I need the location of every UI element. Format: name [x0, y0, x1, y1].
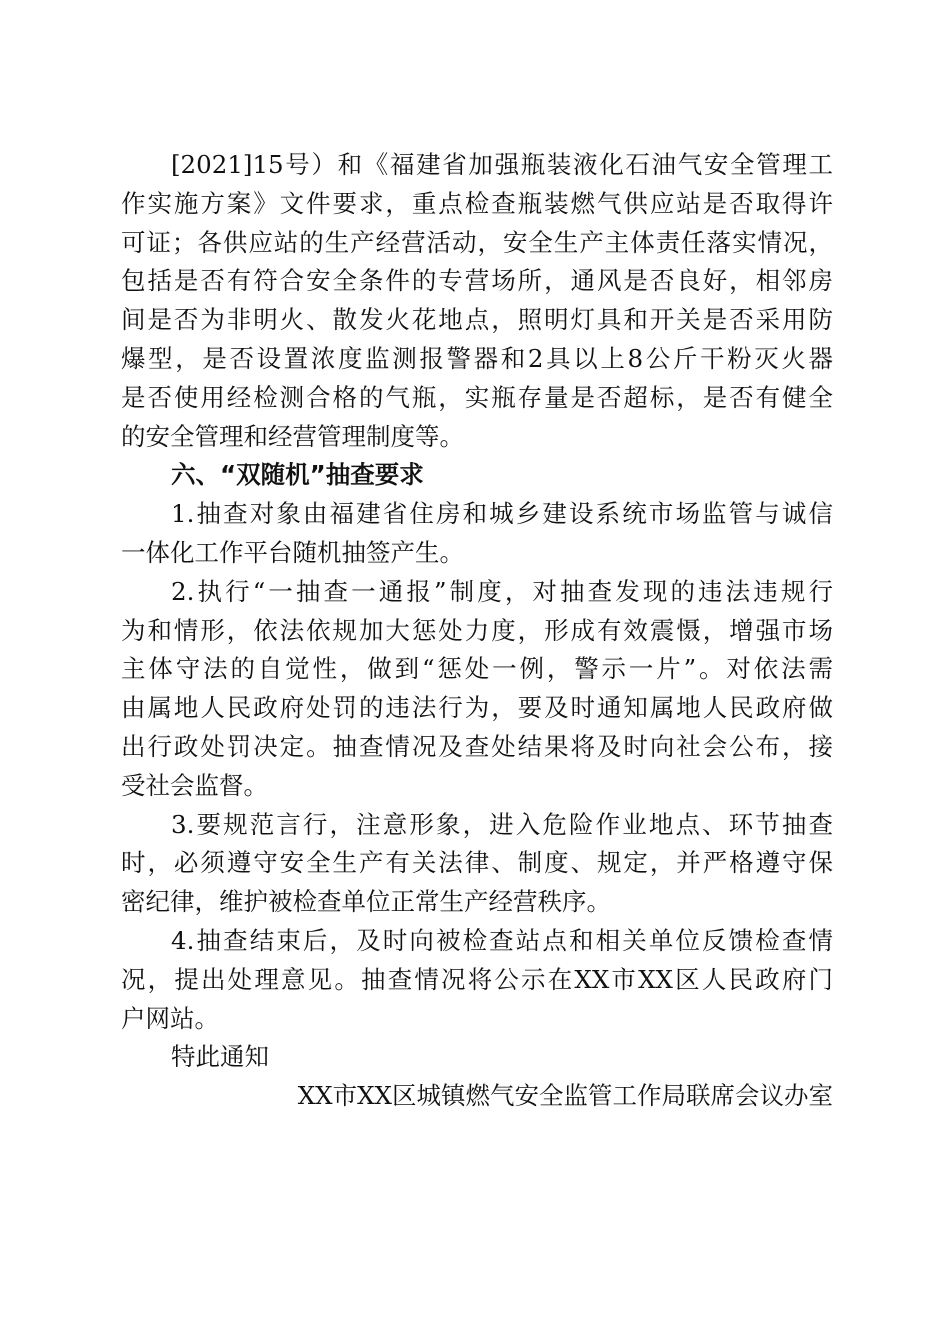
signature-line: XX市XX区城镇燃气安全监管工作局联席会议办室: [297, 1081, 833, 1111]
paragraph-line: 间是否为非明火、散发火花地点，照明灯具和开关是否采用防: [121, 305, 833, 335]
section-heading: 六、“双随机”抽查要求: [171, 460, 424, 490]
document-body: [121, 146, 833, 1116]
paragraph-line: 爆型，是否设置浓度监测报警器和2具以上8公斤干粉灭火器: [121, 343, 833, 373]
list-item-line: 为和情形，依法依规加大惩处力度，形成有效震慑，增强市场: [121, 615, 833, 645]
list-item-line: 出行政处罚决定。抽查情况及查处结果将及时向社会公布，接: [121, 731, 833, 761]
list-item-line: 一体化工作平台随机抽签产生。: [121, 537, 464, 567]
list-item-line: 2.执行“一抽查一通报”制度，对抽查发现的违法违规行: [171, 576, 833, 606]
list-item-line: 4.抽查结束后，及时向被检查站点和相关单位反馈检查情: [171, 925, 833, 955]
list-item-line: 况，提出处理意见。抽查情况将公示在XX市XX区人民政府门: [121, 964, 833, 994]
list-item-line: 1.抽查对象由福建省住房和城乡建设系统市场监管与诚信: [171, 499, 833, 529]
list-item-line: 受社会监督。: [121, 770, 268, 800]
list-item-line: 密纪律，维护被检查单位正常生产经营秩序。: [121, 887, 611, 917]
paragraph-line: 作实施方案》文件要求，重点检查瓶装燃气供应站是否取得许: [121, 188, 833, 218]
paragraph-line: 是否使用经检测合格的气瓶，实瓶存量是否超标，是否有健全: [121, 382, 833, 412]
closing-text: 特此通知: [171, 1042, 269, 1072]
list-item-line: 3.要规范言行，注意形象，进入危险作业地点、环节抽查: [171, 809, 833, 839]
paragraph-line: 可证；各供应站的生产经营活动，安全生产主体责任落实情况，: [121, 227, 833, 257]
paragraph-line: 的安全管理和经营管理制度等。: [121, 421, 464, 451]
paragraph-line: [2021]15号）和《福建省加强瓶装液化石油气安全管理工: [171, 150, 833, 179]
list-item-line: 主体守法的自觉性，做到“惩处一例，警示一片”。对依法需: [121, 654, 833, 684]
list-item-line: 时，必须遵守安全生产有关法律、制度、规定，并严格遵守保: [121, 848, 833, 878]
list-item-line: 户网站。: [121, 1003, 219, 1033]
paragraph-line: 包括是否有符合安全条件的专营场所，通风是否良好，相邻房: [121, 266, 833, 296]
list-item-line: 由属地人民政府处罚的违法行为，要及时通知属地人民政府做: [121, 693, 833, 723]
